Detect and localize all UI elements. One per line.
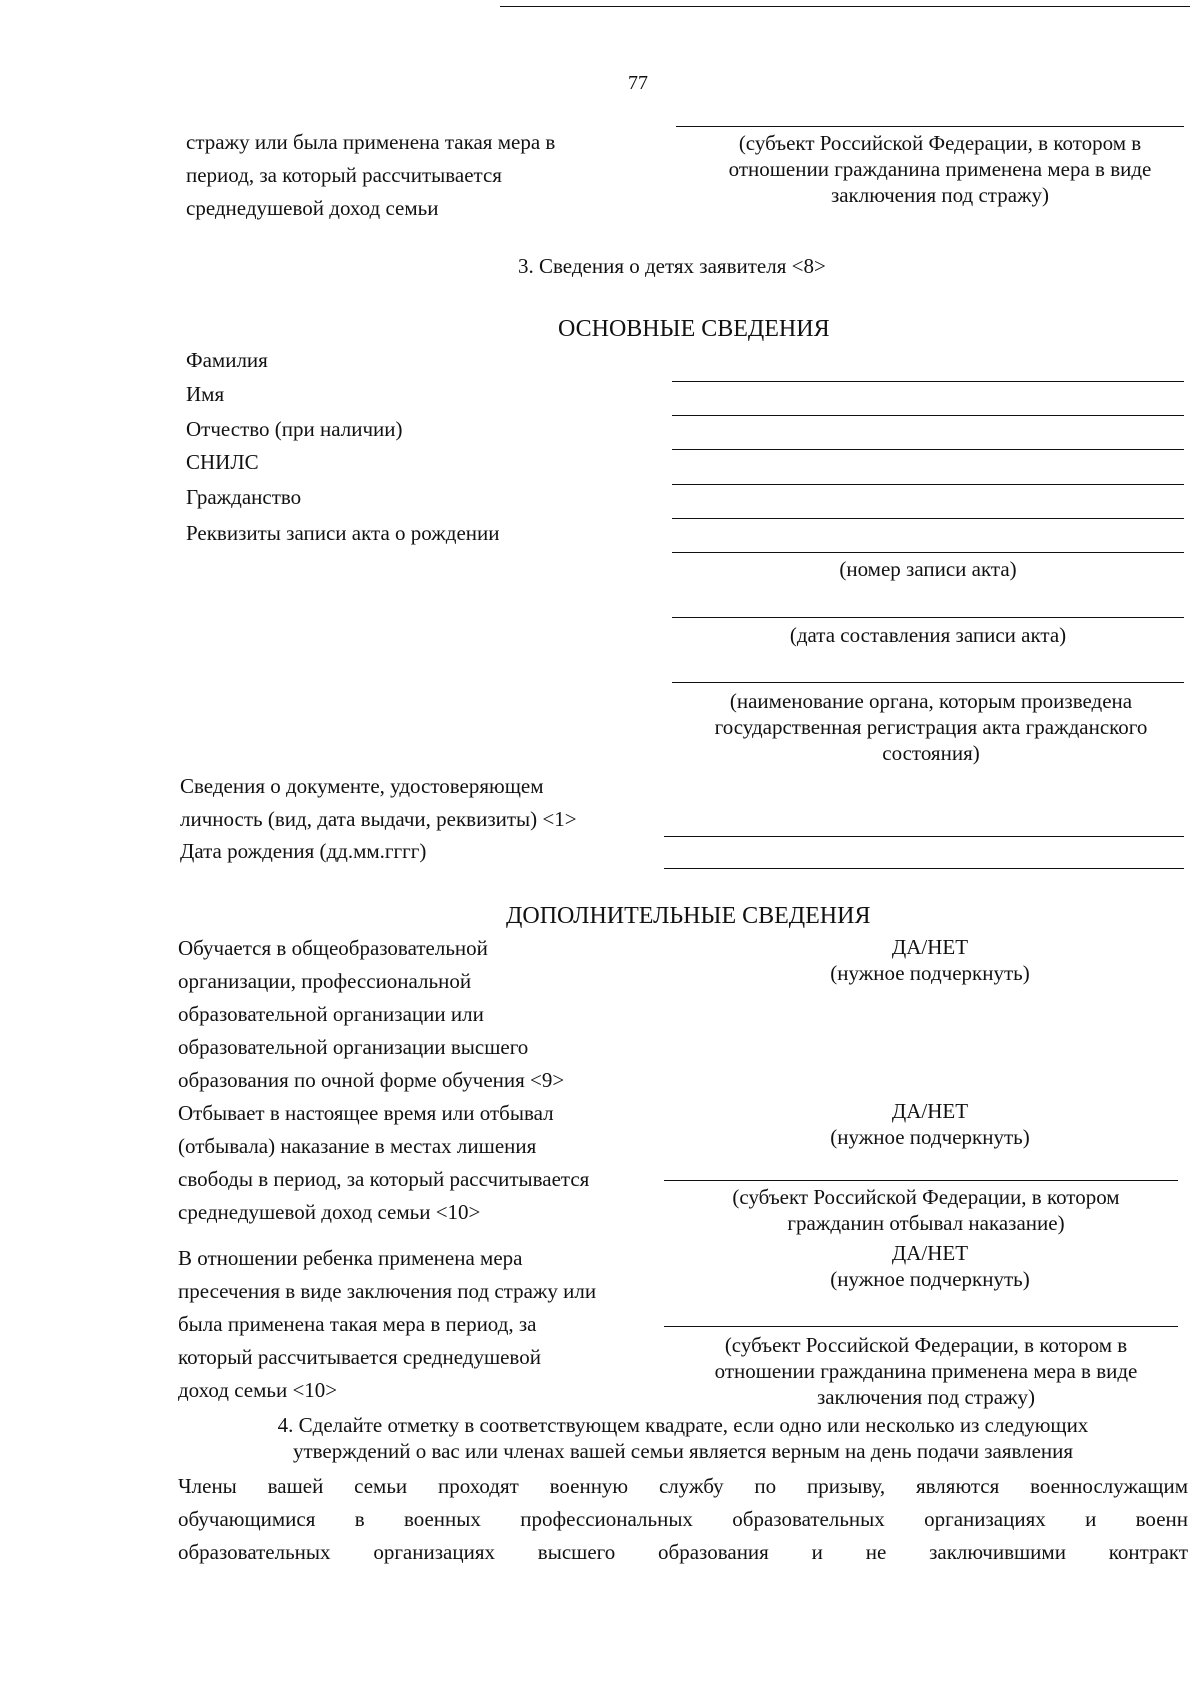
record-number-line[interactable] [672,552,1184,553]
additional-heading: ДОПОЛНИТЕЛЬНЫЕ СВЕДЕНИЯ [506,903,871,929]
section4-title: 4. Сделайте отметку в соответствующем квадрате, если одно или несколько из следующих утверждений о вас или членах вашей семьи является верным на день подачи заявления [277,1413,1089,1463]
record-date-line[interactable] [672,617,1184,618]
identity-doc-line[interactable] [664,836,1184,837]
snils-line[interactable] [672,484,1184,485]
header-rule [500,6,1190,7]
q3-text: В отношении ребенка применена мера пресечения в виде заключения под стражу или была применена такая мера в период, за который рассчитывается среднедушевой доход семьи <10> [178,1246,597,1402]
authority-line[interactable] [672,682,1184,683]
top-caption: (субъект Российской Федерации, в котором в отношении гражданина применена мера в виде заключения под стражу) [728,131,1152,207]
page-number: 77 [628,72,648,94]
caption-authority: (наименование органа, которым произведена государственная регистрация акта гражданского состояния) [714,689,1148,765]
caption-record-number: (номер записи акта) [839,557,1017,581]
q2-answer[interactable]: ДА/НЕТ (нужное подчеркнуть) [830,1099,1030,1149]
top-fill-line[interactable] [676,126,1184,127]
name-line[interactable] [672,415,1184,416]
patronymic-line[interactable] [672,449,1184,450]
field-label-snils: СНИЛС [186,450,259,474]
q3-line[interactable] [664,1326,1178,1327]
q3-answer[interactable]: ДА/НЕТ (нужное подчеркнуть) [830,1241,1030,1291]
field-label-birth-record: Реквизиты записи акта о рождении [186,521,500,545]
field-label-surname: Фамилия [186,348,268,372]
field-label-patronymic: Отчество (при наличии) [186,417,403,441]
field-label-name: Имя [186,382,225,406]
citizenship-line[interactable] [672,518,1184,519]
field-label-citizenship: Гражданство [186,485,302,509]
q3-caption: (субъект Российской Федерации, в котором в отношении гражданина применена мера в виде заключения под стражу) [714,1333,1138,1409]
section4-body: Члены вашей семьи проходят военную службу по призыву, являются военнослужащим обучающимися в военных профессиональных образовательных организациях и военн образовательных организациях высшего образования и не заключившими контракт [178,1474,1188,1564]
q1-answer[interactable]: ДА/НЕТ (нужное подчеркнуть) [830,935,1030,985]
caption-record-date: (дата составления записи акта) [789,623,1067,647]
top-left-text: стражу или была применена такая мера в период, за который рассчитывается среднедушевой доход семьи [186,130,556,220]
basic-heading: ОСНОВНЫЕ СВЕДЕНИЯ [558,316,830,342]
section3-title: 3. Сведения о детях заявителя <8> [518,254,826,278]
birth-date-line[interactable] [664,868,1184,869]
q2-line[interactable] [664,1180,1178,1181]
q2-caption: (субъект Российской Федерации, в котором гражданин отбывал наказание) [732,1185,1120,1235]
birth-date-label: Дата рождения (дд.мм.гггг) [180,839,427,863]
identity-doc-label: Сведения о документе, удостоверяющем личность (вид, дата выдачи, реквизиты) <1> [180,774,577,831]
q1-text: Обучается в общеобразовательной организации, профессиональной образовательной организации или образовательной организации высшего образования по очной форме обучения <9> [178,936,565,1092]
surname-line[interactable] [672,381,1184,382]
q2-text: Отбывает в настоящее время или отбывал (отбывала) наказание в местах лишения свободы в период, за который рассчитывается среднедушевой доход семьи <10> [178,1101,590,1224]
